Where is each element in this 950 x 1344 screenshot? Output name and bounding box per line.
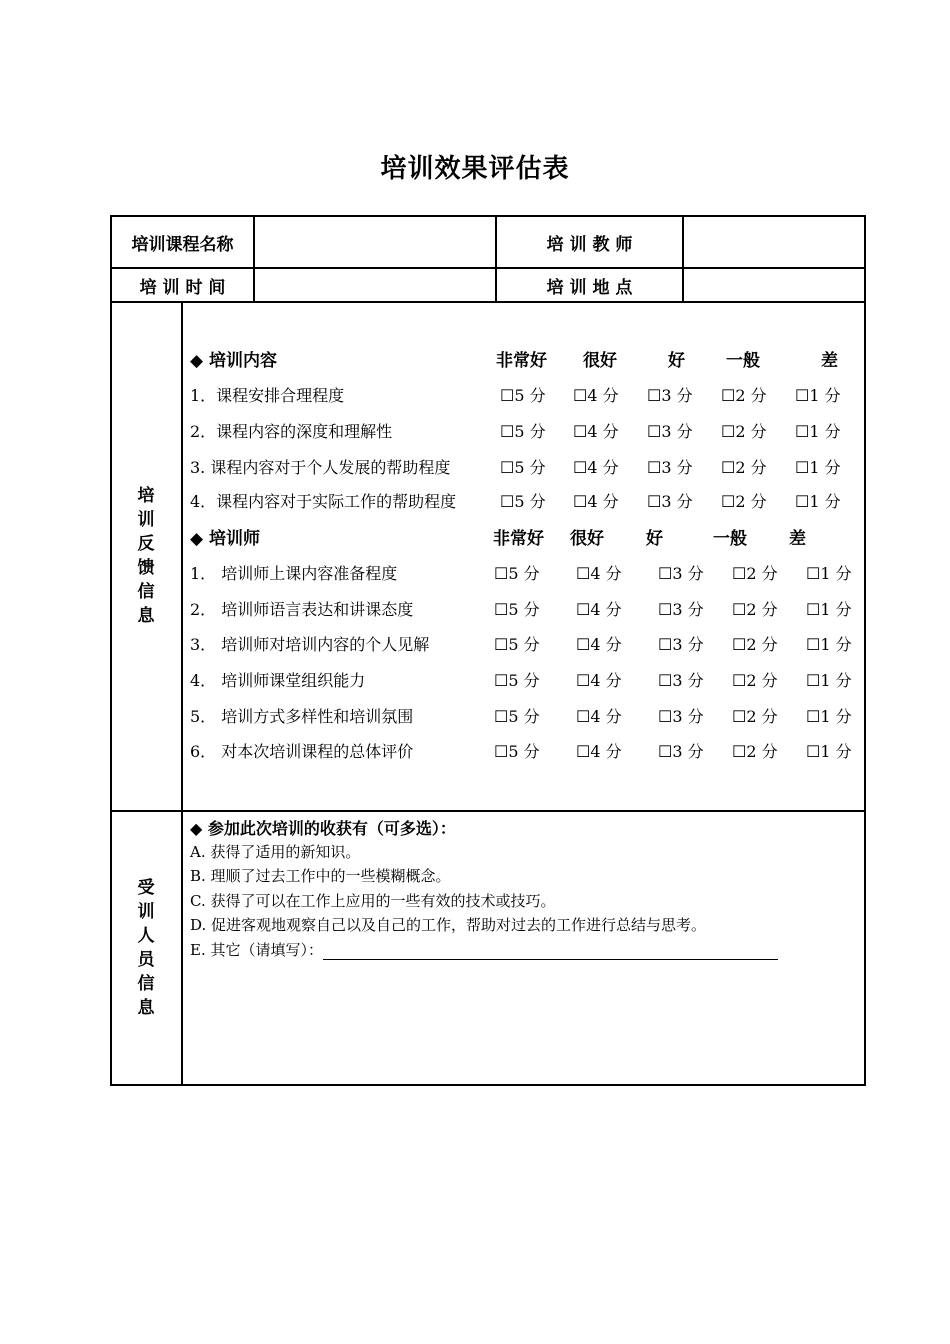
location-field[interactable]	[684, 269, 864, 301]
trainer-score-3[interactable]: ☐3 分	[658, 671, 704, 690]
content-score-4[interactable]: ☐4 分	[573, 458, 619, 477]
other-label: E. 其它（请填写）：	[190, 941, 323, 959]
trainer-score-2[interactable]: ☐2 分	[732, 707, 778, 726]
content-score-2[interactable]: ☐2 分	[721, 386, 767, 405]
content-score-3[interactable]: ☐3 分	[647, 458, 693, 477]
gain-option-b[interactable]: B. 理顺了过去工作中的一些模糊概念。	[190, 867, 451, 885]
rating-average: 一般	[726, 351, 760, 371]
side-char: 反	[137, 534, 155, 554]
trainer-score-5[interactable]: ☐5 分	[494, 707, 540, 726]
trainer-score-2[interactable]: ☐2 分	[732, 671, 778, 690]
trainer-score-5[interactable]: ☐5 分	[494, 564, 540, 583]
gain-option-c[interactable]: C. 获得了可以在工作上应用的一些有效的技术或技巧。	[190, 892, 556, 910]
trainer-score-5[interactable]: ☐5 分	[494, 742, 540, 761]
trainer-score-3[interactable]: ☐3 分	[658, 707, 704, 726]
content-score-4[interactable]: ☐4 分	[573, 422, 619, 441]
trainer-item: 6． 对本次培训课程的总体评价	[190, 742, 414, 761]
trainer-item: 1． 培训师上课内容准备程度	[190, 564, 398, 583]
trainer-score-3[interactable]: ☐3 分	[658, 635, 704, 654]
trainer-item: 4． 培训师课堂组织能力	[190, 671, 366, 690]
rating-average: 一般	[713, 529, 747, 549]
side-char: 员	[137, 950, 155, 970]
trainer-score-1[interactable]: ☐1 分	[806, 635, 852, 654]
content-score-2[interactable]: ☐2 分	[721, 492, 767, 511]
content-score-2[interactable]: ☐2 分	[721, 422, 767, 441]
content-score-3[interactable]: ☐3 分	[647, 492, 693, 511]
trainer-item: 5． 培训方式多样性和培训氛围	[190, 707, 414, 726]
content-score-1[interactable]: ☐1 分	[795, 386, 841, 405]
trainer-score-4[interactable]: ☐4 分	[576, 671, 622, 690]
content-score-4[interactable]: ☐4 分	[573, 492, 619, 511]
trainer-item: 2． 培训师语言表达和讲课态度	[190, 600, 414, 619]
side-char: 培	[137, 486, 155, 506]
location-label: 培 训 地 点	[546, 277, 633, 298]
content-score-5[interactable]: ☐5 分	[500, 492, 546, 511]
side-char: 信	[137, 974, 155, 994]
content-score-2[interactable]: ☐2 分	[721, 458, 767, 477]
trainer-score-1[interactable]: ☐1 分	[806, 600, 852, 619]
content-score-3[interactable]: ☐3 分	[647, 422, 693, 441]
side-char: 训	[137, 510, 155, 530]
trainer-score-5[interactable]: ☐5 分	[494, 635, 540, 654]
rating-good: 好	[668, 351, 685, 371]
content-score-3[interactable]: ☐3 分	[647, 386, 693, 405]
rating-poor: 差	[821, 351, 838, 371]
side-char: 息	[137, 606, 155, 626]
side-char: 训	[137, 902, 155, 922]
gain-option-a[interactable]: A. 获得了适用的新知识。	[190, 843, 361, 861]
trainer-score-2[interactable]: ☐2 分	[732, 742, 778, 761]
trainer-score-1[interactable]: ☐1 分	[806, 707, 852, 726]
trainer-score-1[interactable]: ☐1 分	[806, 742, 852, 761]
trainer-score-1[interactable]: ☐1 分	[806, 671, 852, 690]
row-divider	[110, 810, 866, 812]
rating-very-good: 非常好	[496, 351, 547, 371]
rating-very-good: 非常好	[493, 529, 544, 549]
trainer-score-3[interactable]: ☐3 分	[658, 742, 704, 761]
trainer-score-2[interactable]: ☐2 分	[732, 600, 778, 619]
trainer-score-4[interactable]: ☐4 分	[576, 600, 622, 619]
time-field[interactable]	[255, 269, 495, 301]
content-item: 4．课程内容对于实际工作的帮助程度	[190, 492, 457, 511]
trainer-score-2[interactable]: ☐2 分	[732, 564, 778, 583]
row-divider	[110, 301, 866, 303]
trainer-score-4[interactable]: ☐4 分	[576, 742, 622, 761]
trainer-item: 3． 培训师对培训内容的个人见解	[190, 635, 430, 654]
feedback-side-label	[131, 484, 161, 628]
side-char: 息	[137, 998, 155, 1018]
trainer-score-4[interactable]: ☐4 分	[576, 707, 622, 726]
side-char: 信	[137, 582, 155, 602]
content-item: 1．课程安排合理程度	[190, 386, 345, 405]
rating-good-plus: 很好	[570, 529, 604, 549]
side-char: 人	[137, 926, 155, 946]
trainer-score-2[interactable]: ☐2 分	[732, 635, 778, 654]
side-char: 受	[137, 878, 155, 898]
course-name-label: 培训课程名称	[131, 234, 234, 255]
trainer-score-5[interactable]: ☐5 分	[494, 600, 540, 619]
content-score-5[interactable]: ☐5 分	[500, 458, 546, 477]
gain-option-d[interactable]: D. 促进客观地观察自己以及自己的工作，帮助对过去的工作进行总结与思考。	[190, 916, 707, 934]
content-score-1[interactable]: ☐1 分	[795, 458, 841, 477]
gain-option-e[interactable]	[190, 939, 778, 960]
trainer-score-4[interactable]: ☐4 分	[576, 564, 622, 583]
rating-poor: 差	[789, 529, 806, 549]
time-label: 培 训 时 间	[139, 277, 226, 298]
col-divider	[181, 301, 183, 1086]
trainer-section-title: ◆ 培训师	[190, 529, 260, 549]
content-score-1[interactable]: ☐1 分	[795, 422, 841, 441]
course-name-field[interactable]	[255, 217, 495, 267]
other-fill-line[interactable]	[323, 945, 778, 960]
content-score-1[interactable]: ☐1 分	[795, 492, 841, 511]
side-char: 馈	[137, 558, 155, 578]
trainee-side-label	[131, 876, 161, 1020]
page-title: 培训效果评估表	[380, 154, 570, 184]
teacher-label: 培 训 教 师	[546, 234, 633, 255]
content-score-5[interactable]: ☐5 分	[500, 386, 546, 405]
trainer-score-3[interactable]: ☐3 分	[658, 564, 704, 583]
content-score-4[interactable]: ☐4 分	[573, 386, 619, 405]
trainer-score-5[interactable]: ☐5 分	[494, 671, 540, 690]
rating-good: 好	[646, 529, 663, 549]
gain-question: ◆ 参加此次培训的收获有（可多选）：	[190, 819, 456, 838]
trainer-score-3[interactable]: ☐3 分	[658, 600, 704, 619]
trainer-score-1[interactable]: ☐1 分	[806, 564, 852, 583]
rating-good-plus: 很好	[583, 351, 617, 371]
content-item: 2．课程内容的深度和理解性	[190, 422, 393, 441]
trainer-score-4[interactable]: ☐4 分	[576, 635, 622, 654]
content-section-title: ◆ 培训内容	[190, 351, 277, 371]
content-score-5[interactable]: ☐5 分	[500, 422, 546, 441]
content-item: 3. 课程内容对于个人发展的帮助程度	[190, 458, 451, 477]
teacher-field[interactable]	[684, 217, 864, 267]
